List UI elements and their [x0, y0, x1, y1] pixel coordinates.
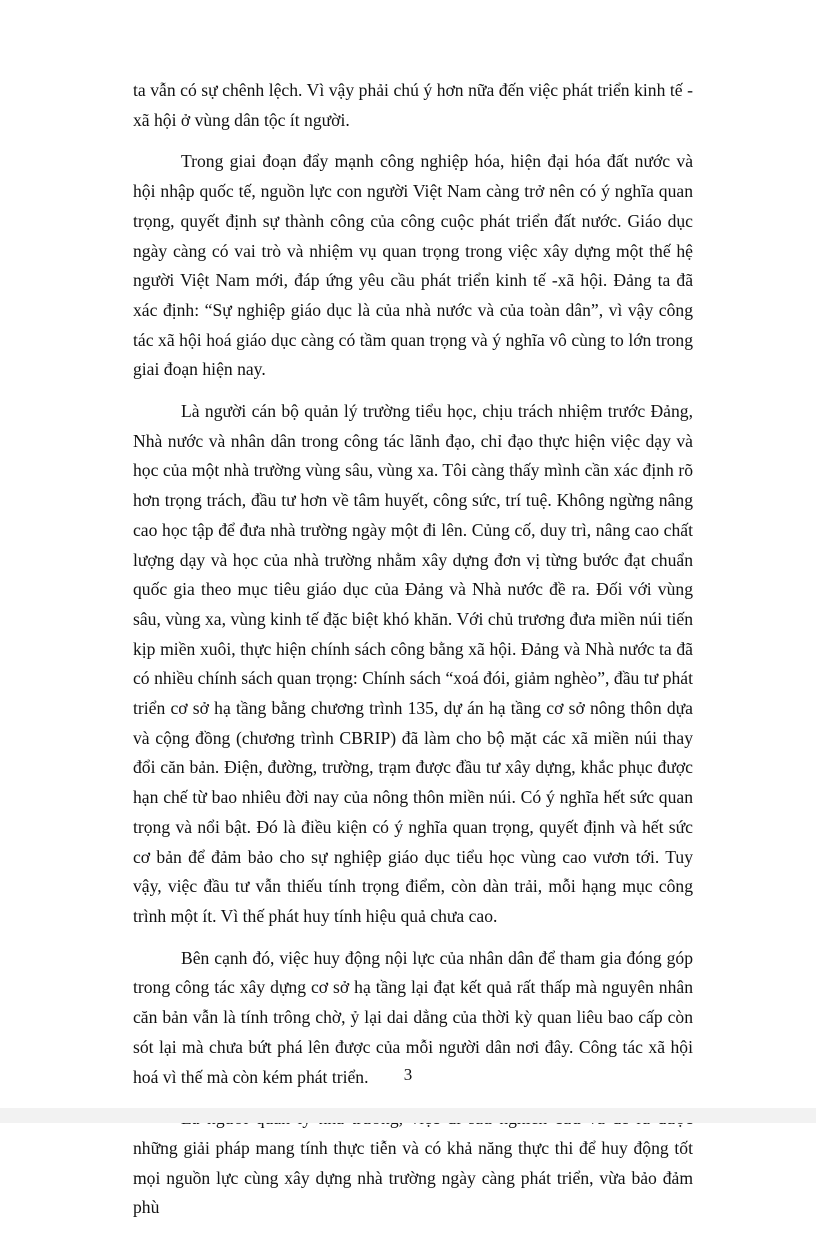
paragraph-solutions: những giải pháp mang tính thực tiễn và có khả năng thực thi để huy động tốt mọi nguồn lực cùng xây dựng nhà trường ngày càng phát triển, vừa bảo đảm phù	[133, 1137, 693, 1218]
paragraph-internal-resources: Bên cạnh đó, việc huy động nội lực của nhân dân để tham gia đóng góp trong công tác xây dựng cơ sở hạ tầng lại đạt kết quả rất thấp mà nguyên nhân căn bản vẫn là tính trông chờ, ỷ lại dai dẳng của thời kỳ quan liêu bao cấp còn sót lại mà chưa bứt phá lên được của mỗi người dân nơi đây. Công tác xã hội hoá vì thế mà còn kém phát triển.	[133, 947, 693, 1087]
paragraph-industrialization: Trong giai đoạn đẩy mạnh công nghiệp hóa, hiện đại hóa đất nước và hội nhập quốc tế, nguồn lực con người Việt Nam càng trở nên có ý nghĩa quan trọng, quyết định sự thành công của công cuộc phát triển đất nước. Giáo dục ngày càng có vai trò và nhiệm vụ quan trọng trong việc xây dựng một thế hệ người Việt Nam mới, đáp ứng yêu cầu phát triển kinh tế -xã hội. Đảng ta đã xác định: “Sự nghiệp giáo dục là của nhà nước và của toàn dân”, vì vậy công tác xã hội hoá giáo dục càng có tầm quan trọng và ý nghĩa vô cùng to lớn trong giai đoạn hiện nay.	[133, 151, 693, 380]
body-text	[133, 76, 693, 1235]
page-number: 3	[403, 1065, 413, 1084]
paragraph-continuation: ta vẫn có sự chênh lệch. Vì vậy phải chú ý hơn nữa đến việc phát triển kinh tế - xã hội ở vùng dân tộc ít người.	[133, 80, 693, 130]
paragraph-school-manager: Là người cán bộ quản lý trường tiểu học, chịu trách nhiệm trước Đảng, Nhà nước và nhân dân trong công tác lãnh đạo, chỉ đạo thực hiện việc dạy và học của một nhà trường vùng sâu, vùng xa. Tôi càng thấy mình cần xác định rõ hơn trọng trách, đầu tư hơn về tâm huyết, công sức, trí tuệ. Không ngừng nâng cao học tập để đưa nhà trường ngày một đi lên. Củng cố, duy trì, nâng cao chất lượng dạy và học của nhà trường nhằm xây dựng đơn vị từng bước đạt chuẩn quốc gia theo mục tiêu giáo dục của Đảng và Nhà nước đề ra. Đối với vùng sâu, vùng xa, vùng kinh tế đặc biệt khó khăn. Với chủ trương đưa miền núi tiến kịp miền xuôi, thực hiện chính sách công bằng xã hội. Đảng và Nhà nước ta đã có nhiều chính sách quan trọng: Chính sách “xoá đói, giảm nghèo”, đầu tư phát triển cơ sở hạ tầng bằng chương trình 135, dự án hạ tầng cơ sở nông thôn dựa và cộng đồng (chương trình CBRIP) đã làm cho bộ mặt các xã miền núi thay đổi căn bản. Điện, đường, trường, trạm được đầu tư xây dựng, khắc phục được hạn chế từ bao nhiêu đời nay của nông thôn miền núi. Có ý nghĩa hết sức quan trọng và nổi bật. Đó là điều kiện có ý nghĩa quan trọng, quyết định và hết sức cơ bản để đảm bảo cho sự nghiệp giáo dục tiểu học vùng cao vươn tới. Tuy vậy, việc đầu tư vẫn thiếu tính trọng điểm, còn dàn trải, mỗi hạng mục công trình một ít. Vì thế phát huy tính hiệu quả chưa cao.	[133, 401, 693, 926]
page-bottom-edge	[0, 1108, 816, 1123]
